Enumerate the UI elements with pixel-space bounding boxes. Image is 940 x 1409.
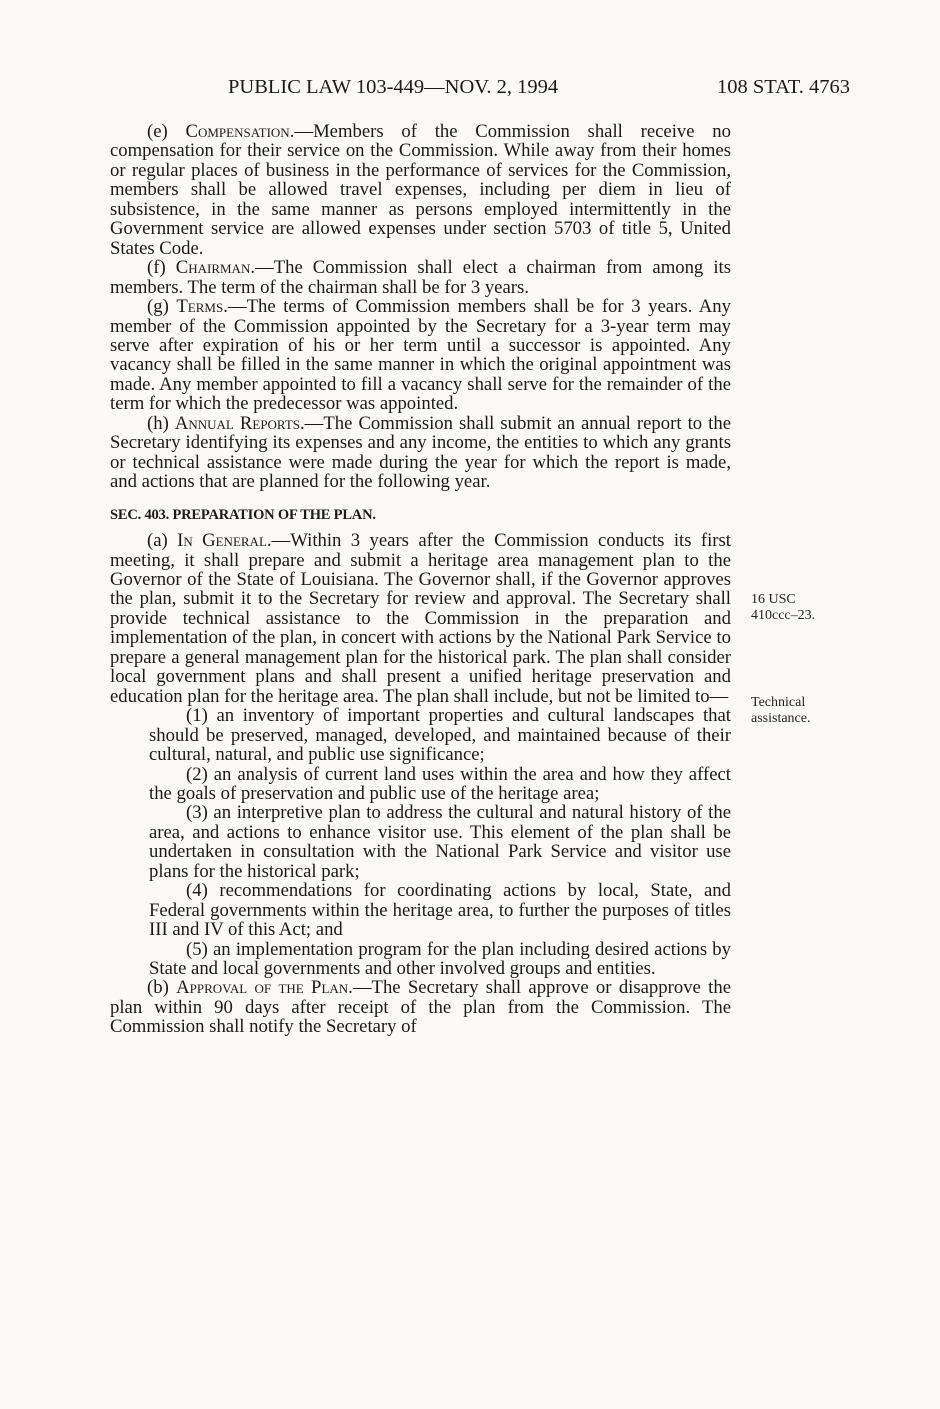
paragraph-b-approval: (b) Approval of the Plan.—The Secretary shall approve or disapprove the plan within 90 days after receipt of the plan from the Commission. The Commission shall notify the Secretary of	[110, 977, 731, 1038]
list-item: (3) an interpretive plan to address the cultural and natural history of the area, and actions to enhance visitor use. This element of the plan shall be undertaken in consultation with the National Park Service and visitor use plans for the historical park;	[149, 802, 731, 882]
list-item: (4) recommendations for coordinating actions by local, State, and Federal governments within the heritage area, to further the purposes of titles III and IV of this Act; and	[149, 880, 731, 941]
paragraph-h-annual-reports: (h) Annual Reports.—The Commission shall submit an annual report to the Secretary identifying its expenses and any income, the entities to which any grants or technical assistance were made during the year for which the report is made, and actions that are planned for the following year.	[110, 412, 731, 493]
list-item: (2) an analysis of current land uses within the area and how they affect the goals of preservation and public use of the heritage area;	[149, 763, 731, 804]
body-text	[110, 122, 731, 1037]
paragraph-g-terms: (g) Terms.—The terms of Commission members shall be for 3 years. Any member of the Commission appointed by the Secretary for a 3-year term may serve after expiration of his or her term until a successor is appointed. Any vacancy shall be filled in the same manner in which the original appointment was made. Any member appointed to fill a vacancy shall serve for the remainder of the term for which the predecessor was appointed.	[110, 296, 731, 415]
page-header	[0, 76, 940, 106]
section-heading: SEC. 403. PREPARATION OF THE PLAN.	[110, 506, 376, 523]
statute-page-number: 108 STAT. 4763	[717, 76, 850, 98]
margin-note-technical-assistance: Technical assistance.	[751, 695, 811, 726]
paragraph-heading: Approval of the Plan.	[176, 977, 353, 999]
paragraph-f-chairman: (f) Chairman.—The Commission shall elect a chairman from among its members. The term of the chairman shall be for 3 years.	[110, 257, 731, 298]
margin-note-usc-citation: 16 USC 410ccc–23.	[751, 592, 816, 623]
paragraph-heading: Terms.	[176, 296, 228, 318]
running-title: PUBLIC LAW 103-449—NOV. 2, 1994	[228, 76, 559, 98]
paragraph-heading: In General.	[177, 530, 272, 552]
list-item: (5) an implementation program for the plan including desired actions by State and local governments and other involved groups and entities.	[149, 938, 731, 980]
paragraph-e-compensation: (e) Compensation.—Members of the Commission shall receive no compensation for their service on the Commission. While away from their homes or regular places of business in the performance of services for the Commission, members shall be allowed travel expenses, including per diem in lieu of subsistence, in the same manner as persons employed intermittently in the Government service are allowed expenses under section 5703 of title 5, United States Code.	[110, 121, 731, 259]
paragraph-heading: Annual Reports.	[174, 412, 305, 434]
paragraph-heading: Compensation.	[185, 121, 295, 142]
list-item: (1) an inventory of important properties and cultural landscapes that should be preserved, managed, developed, and maintained because of their cultural, natural, and public use significance;	[149, 705, 731, 766]
paragraph-heading: Chairman.	[175, 257, 255, 279]
paragraph-a-in-general: (a) In General.—Within 3 years after the Commission conducts its first meeting, it shall prepare and submit a heritage area management plan to the Governor of the State of Louisiana. The Governor shall, if the Governor approves the plan, submit it to the Secretary for review and approval. The Secretary shall provide technical assistance to the Commission in the preparation and implementation of the plan, in concert with actions by the National Park Service to prepare a general management plan for the historical park. The plan shall consider local government plans and shall present a unified heritage preservation and education plan for the heritage area. The plan shall include, but not be limited to—	[110, 530, 731, 707]
